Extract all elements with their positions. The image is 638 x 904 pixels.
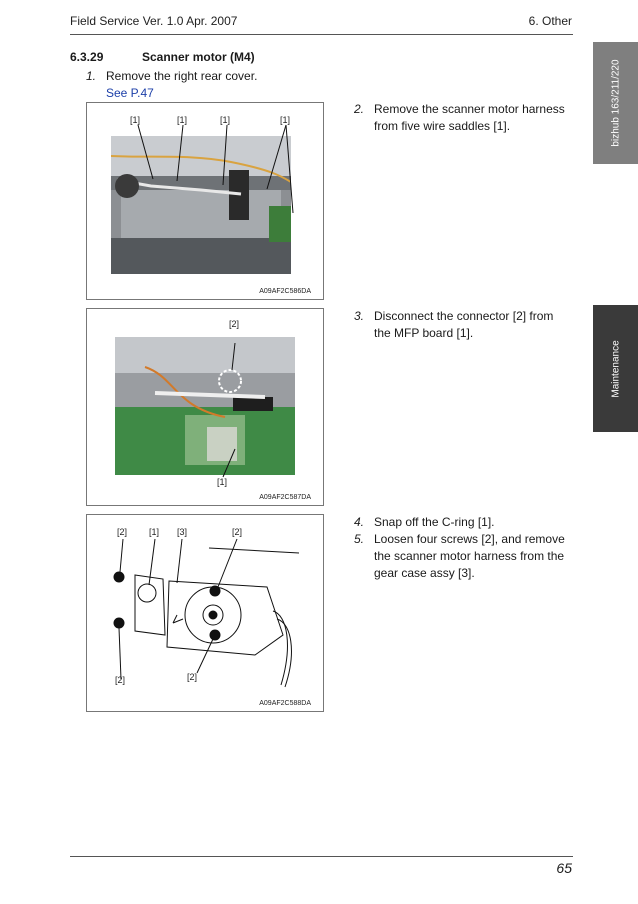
side-tab-model-label: bizhub 163/211/220	[610, 59, 621, 147]
step-text-line: Remove the scanner motor harness	[374, 102, 565, 116]
step-number: 1.	[86, 69, 97, 83]
figure-1	[86, 102, 324, 300]
figure-2-leaders	[87, 309, 323, 505]
step-number: 3.	[354, 309, 365, 323]
figure-2	[86, 308, 324, 506]
callout-label: [2]	[117, 527, 128, 537]
callout-label: [3]	[177, 527, 188, 537]
section-title: Scanner motor (M4)	[142, 50, 255, 64]
side-tab-model	[593, 42, 638, 164]
step-text: Remove the right rear cover.	[106, 69, 258, 83]
callout-label: [1]	[220, 115, 231, 125]
callout-label: [2]	[229, 319, 240, 329]
header-rule	[70, 34, 573, 35]
figure-id: A09AF2C588DA	[259, 700, 311, 707]
callout-label: [1]	[217, 477, 228, 487]
see-page-link[interactable]: See P.47	[106, 86, 154, 100]
footer-rule	[70, 856, 573, 857]
figure-1-leaders	[87, 103, 323, 299]
step-3	[354, 308, 584, 342]
step-number: 5.	[354, 532, 365, 546]
step-2	[354, 101, 584, 135]
side-tab-maintenance-label: Maintenance	[610, 339, 621, 398]
callout-label: [1]	[280, 115, 291, 125]
callout-label: [2]	[115, 675, 126, 685]
figure-id: A09AF2C586DA	[259, 288, 311, 295]
section-number: 6.3.29	[70, 50, 104, 64]
callout-label: [1]	[130, 115, 141, 125]
step-5	[354, 531, 584, 582]
figure-id: A09AF2C587DA	[259, 494, 311, 501]
step-1	[86, 68, 316, 102]
side-tab-maintenance	[593, 305, 638, 432]
page-number: 65	[556, 860, 572, 876]
step-text-line: gear case assy [3].	[374, 566, 475, 580]
figure-3	[86, 514, 324, 712]
header-title: Field Service Ver. 1.0 Apr. 2007	[70, 14, 238, 28]
header-chapter: 6. Other	[528, 14, 572, 28]
callout-label: [2]	[232, 527, 243, 537]
step-number: 4.	[354, 515, 365, 529]
step-text-line: the MFP board [1].	[374, 326, 474, 340]
step-text-line: the scanner motor harness from the	[374, 549, 565, 563]
step-text: Snap off the C-ring [1].	[374, 515, 495, 529]
callout-label: [1]	[177, 115, 188, 125]
callout-label: [2]	[187, 672, 198, 682]
step-4	[354, 514, 584, 531]
step-text-line: from five wire saddles [1].	[374, 119, 511, 133]
callout-label: [1]	[149, 527, 160, 537]
step-text-line: Loosen four screws [2], and remove	[374, 532, 565, 546]
step-text-line: Disconnect the connector [2] from	[374, 309, 554, 323]
step-number: 2.	[354, 102, 365, 116]
